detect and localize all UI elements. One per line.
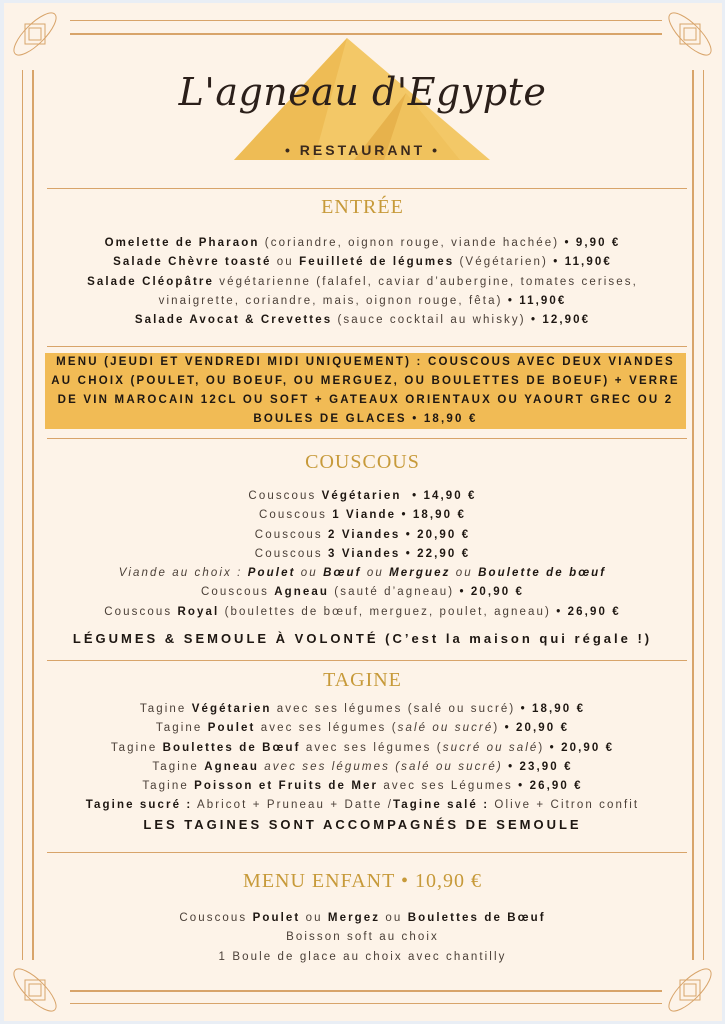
- item-name: • 26,90 €: [556, 605, 621, 618]
- corner-ornament-icon: [660, 4, 720, 64]
- restaurant-subtitle: • RESTAURANT •: [285, 142, 440, 158]
- menu-item-line: [0, 311, 725, 330]
- menu-item-line: [0, 796, 725, 815]
- item-text: (boulettes de bœuf, merguez, poulet, agneau): [219, 605, 557, 618]
- item-name: Poulet: [207, 722, 256, 735]
- item-text: Couscous: [254, 528, 329, 541]
- menu-item-line: [0, 253, 725, 272]
- item-text: ): [493, 722, 505, 735]
- item-name: Boulettes de Bœuf: [162, 741, 301, 754]
- menu-item-line: [0, 564, 725, 583]
- item-name: Poisson et Fruits de Mer: [194, 780, 379, 793]
- couscous-list: [0, 487, 725, 622]
- item-name: Agneau: [274, 586, 329, 599]
- item-name: Tagine sucré :: [85, 799, 193, 812]
- item-name: • 23,90 €: [508, 760, 573, 773]
- menu-item-line: [0, 700, 725, 719]
- item-text: avec ses légumes (: [300, 741, 443, 754]
- item-name: • 18,90 €: [520, 703, 586, 715]
- menu-enfant-list: [0, 909, 725, 967]
- item-name: • 12,90€: [530, 314, 591, 327]
- corner-ornament-icon: [660, 960, 720, 1020]
- item-text: ): [538, 741, 550, 754]
- menu-item-line: [0, 583, 725, 602]
- item-text: ou: [450, 567, 479, 580]
- item-text: Tagine: [152, 760, 205, 773]
- item-name: • 14,90 €: [412, 490, 477, 502]
- menu-item-line: [0, 526, 725, 545]
- frame-top-line: [70, 33, 662, 35]
- item-name: Végétarien: [191, 703, 272, 715]
- item-name: Tagine salé :: [393, 799, 490, 812]
- item-text: Viande au choix :: [118, 567, 248, 580]
- item-name: • 20,90 €: [504, 722, 570, 735]
- item-text: Couscous: [179, 912, 253, 924]
- section-heading-couscous: COUSCOUS: [305, 451, 420, 473]
- item-text: 1 Boule de glace au choix avec chantilly: [218, 950, 507, 963]
- item-name: Boulettes de Bœuf: [407, 912, 546, 924]
- item-text: ou: [361, 567, 390, 580]
- corner-ornament-icon: [5, 960, 65, 1020]
- divider: [47, 346, 687, 347]
- item-text: Tagine: [139, 703, 192, 715]
- frame-top-line: [70, 20, 662, 21]
- item-name: Salade Avocat & Crevettes: [134, 314, 333, 327]
- item-text: Couscous: [200, 586, 275, 599]
- divider: [47, 660, 687, 661]
- restaurant-name: L'agneau d'Egypte: [178, 70, 547, 114]
- item-name: • 26,90 €: [518, 780, 583, 793]
- item-text: [401, 490, 412, 502]
- item-text: Abricot + Pruneau + Datte /: [192, 799, 394, 812]
- item-text: (coriandre, oignon rouge, viande hachée): [259, 237, 565, 249]
- divider: [47, 438, 687, 439]
- item-text: (sauce cocktail au whisky): [332, 314, 531, 327]
- menu-item-line: [0, 758, 725, 777]
- menu-item-line: [0, 487, 725, 506]
- item-text: salé ou sucré: [397, 722, 494, 735]
- item-text: vinaigrette, coriandre, mais, oignon rouge, fêta): [158, 294, 508, 307]
- menu-item-line: [0, 739, 725, 758]
- item-text: avec ses légumes (salé ou sucré): [258, 760, 503, 773]
- section-heading-entree: ENTRÉE: [321, 196, 404, 218]
- item-text: Boisson soft au choix: [286, 931, 439, 944]
- item-text: Couscous: [248, 490, 322, 502]
- item-name: Mergez: [327, 912, 381, 924]
- couscous-note: LÉGUMES & SEMOULE À VOLONTÉ (C’est la maison qui régale !): [72, 631, 653, 646]
- item-name: • 9,90 €: [564, 237, 621, 249]
- item-text: avec ses Légumes: [378, 780, 519, 793]
- item-text: Tagine: [110, 741, 163, 754]
- item-text: (Végétarien): [454, 256, 554, 269]
- item-text: Couscous: [254, 547, 329, 560]
- item-name: Omelette de Pharaon: [104, 237, 260, 249]
- menu-item-line: [0, 545, 725, 564]
- item-text: ou: [271, 256, 300, 269]
- item-text: (sauté d’agneau): [329, 586, 460, 599]
- divider: [47, 852, 687, 853]
- item-text: Olive + Citron confit: [489, 799, 640, 812]
- item-text: Couscous: [259, 509, 333, 522]
- item-name: • 11,90€: [553, 256, 612, 269]
- tagine-note: LES TAGINES SONT ACCOMPAGNÉS DE SEMOULE: [143, 817, 582, 832]
- item-name: • 11,90€: [507, 294, 567, 307]
- menu-item-line: [0, 506, 725, 525]
- item-name: Royal: [177, 605, 220, 618]
- item-name: Salade Cléopâtre: [87, 275, 215, 288]
- item-name: • 20,90 €: [459, 586, 525, 599]
- item-text: avec ses légumes (salé ou sucré): [271, 703, 521, 715]
- item-text: Couscous: [104, 605, 178, 618]
- frame-bottom-line: [70, 1003, 662, 1004]
- item-text: végétarienne (falafel, caviar d’aubergine, tomates cerises,: [214, 275, 638, 288]
- item-text: ou: [295, 567, 324, 580]
- item-name: Merguez: [389, 567, 451, 580]
- item-name: 3 Viandes • 22,90 €: [328, 547, 471, 560]
- entree-list: [0, 234, 725, 330]
- item-text: Tagine: [155, 722, 208, 735]
- menu-item-line: [0, 777, 725, 796]
- frame-bottom-line: [70, 990, 662, 992]
- corner-ornament-icon: [5, 4, 65, 64]
- item-text: sucré ou salé: [442, 741, 539, 754]
- item-name: Salade Chèvre toasté: [113, 256, 272, 269]
- lunch-menu-text: MENU (JEUDI ET VENDREDI MIDI UNIQUEMENT) : COUSCOUS AVEC DEUX VIANDES AU CHOIX (POULET, OU BOEUF, OU MERGUEZ, OU BOULETTES DE BOEUF) + VERRE DE VIN MAROCAIN 12CL OU SOFT + GATEAUX ORIENTAUX OU YAOURT GREC OU 2 BOULES DE GLACES • 18,90 €: [51, 356, 680, 425]
- item-name: Boulette de bœuf: [478, 567, 607, 580]
- item-text: ou: [380, 912, 408, 924]
- item-name: Bœuf: [323, 567, 362, 580]
- tagine-list: [0, 700, 725, 816]
- item-name: 1 Viande • 18,90 €: [332, 509, 466, 522]
- menu-item-line: [0, 234, 725, 253]
- divider: [47, 188, 687, 189]
- section-heading-tagine: TAGINE: [323, 669, 402, 691]
- menu-item-line: [0, 928, 725, 947]
- section-heading-menu-enfant: MENU ENFANT • 10,90 €: [243, 870, 482, 892]
- item-text: Tagine: [142, 780, 195, 793]
- menu-item-line: [0, 292, 725, 311]
- item-name: Agneau: [204, 760, 259, 773]
- menu-item-line: [0, 603, 725, 622]
- item-text: avec ses légumes (: [255, 722, 398, 735]
- menu-item-line: [0, 719, 725, 738]
- menu-item-line: [0, 909, 725, 928]
- item-name: 2 Viandes • 20,90 €: [328, 528, 471, 541]
- item-name: Végétarien: [321, 490, 402, 502]
- menu-item-line: [0, 948, 725, 967]
- item-name: Poulet: [252, 912, 301, 924]
- lunch-menu-banner: [45, 353, 686, 429]
- menu-item-line: [0, 273, 725, 292]
- item-name: Feuilleté de légumes: [299, 256, 455, 269]
- item-text: ou: [300, 912, 328, 924]
- item-name: Poulet: [247, 567, 296, 580]
- item-name: • 20,90 €: [549, 741, 615, 754]
